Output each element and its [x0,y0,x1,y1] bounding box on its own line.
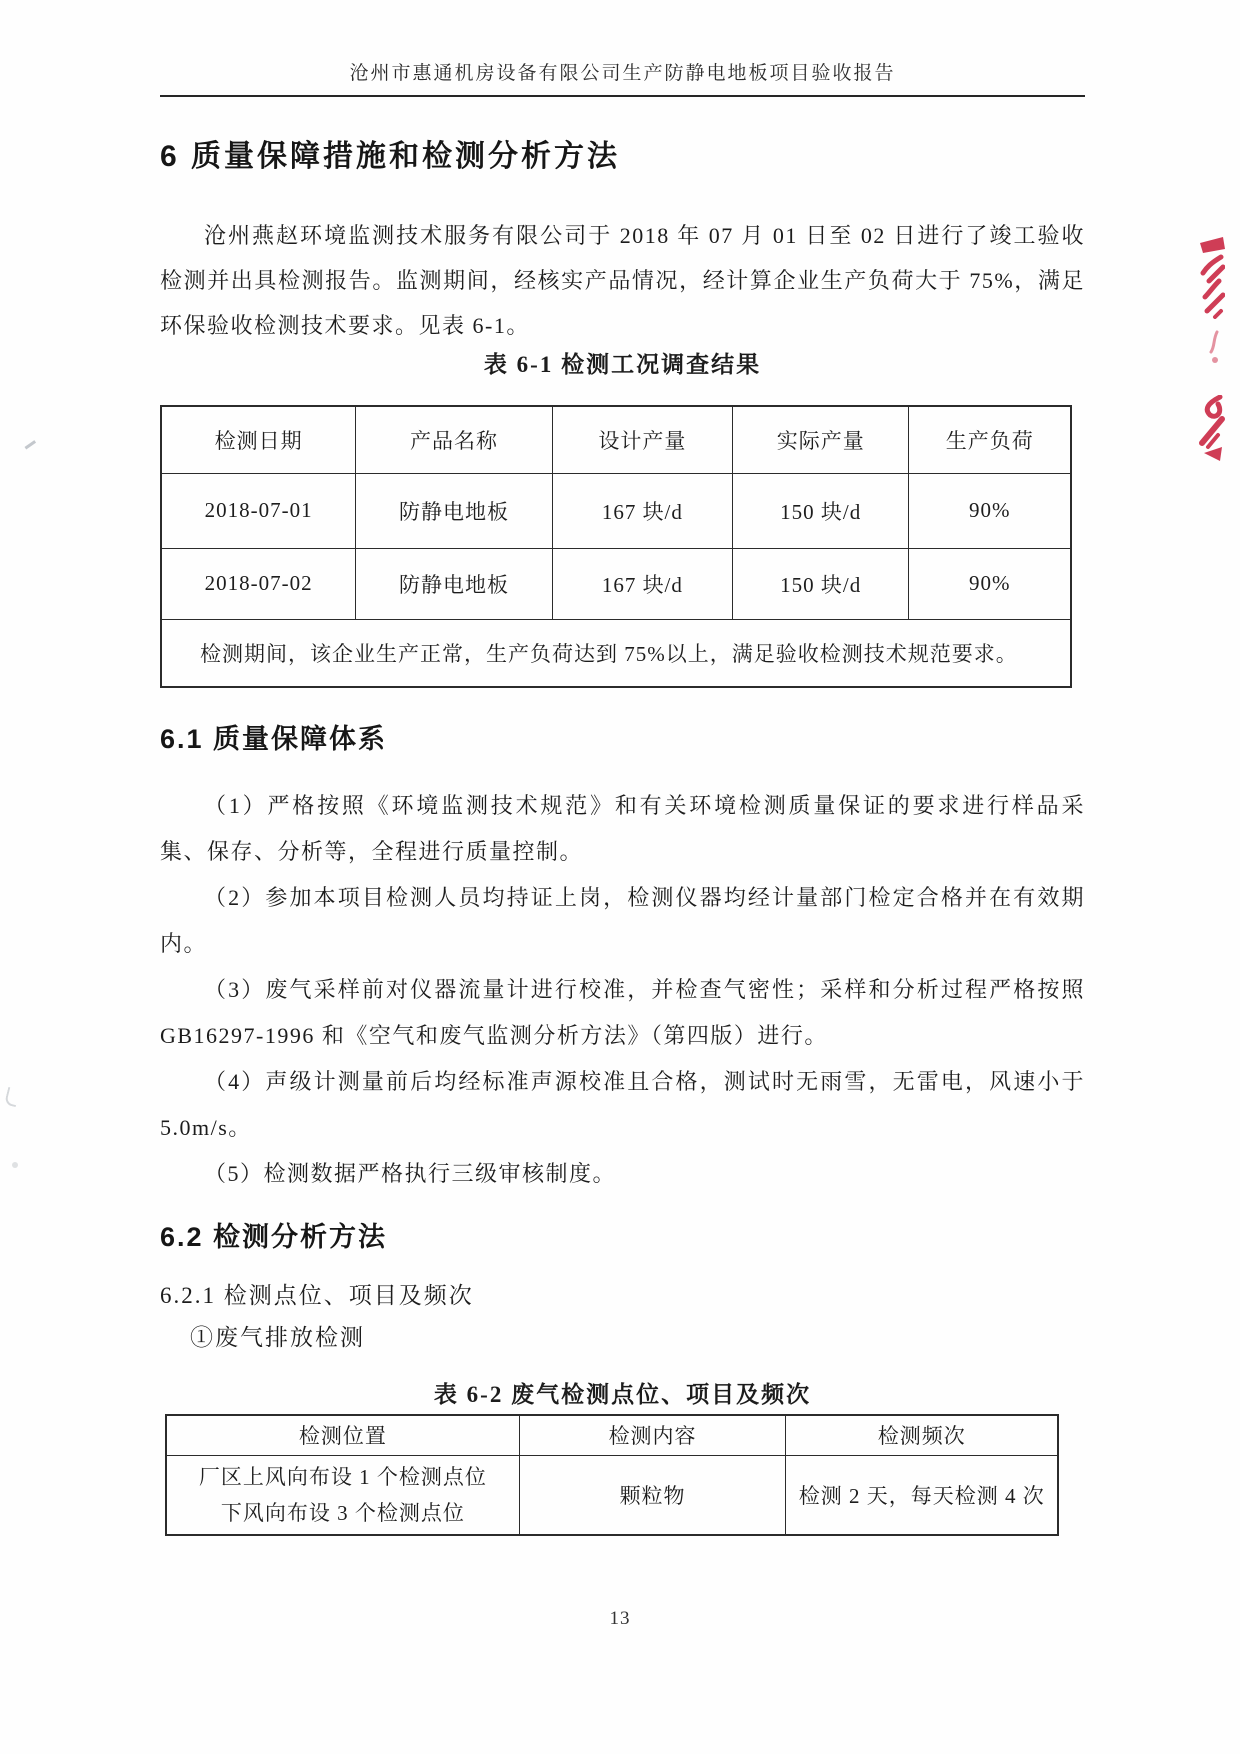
waste-gas-item: ①废气排放检测 [190,1325,365,1350]
table-cell: 167 块/d [552,473,732,548]
scan-artifact [20,434,36,450]
qa-paragraph-4: （4）声级计测量前后均经标准声源校准且合格，测试时无雨雪，无雷电，风速小于 5.0m/s。 [160,1069,1085,1140]
table-cell: 90% [909,548,1071,619]
column-header: 产品名称 [356,406,553,473]
scan-artifact [12,1162,18,1168]
qa-paragraph-5: （5）检测数据严格执行三级审核制度。 [204,1161,617,1186]
qa-paragraph-2: （2）参加本项目检测人员均持证上岗，检测仪器均经计量部门检定合格并在有效期内。 [160,885,1085,956]
table-cell: 2018-07-01 [161,473,356,548]
column-header: 检测日期 [161,406,356,473]
table-row [161,548,1071,619]
table-6-2 [165,1414,1059,1536]
page-number: 13 [609,1608,631,1629]
table-cell-frequency: 检测 2 天，每天检测 4 次 [786,1455,1058,1535]
page-content [160,0,1085,1536]
location-line-2: 下风向布设 3 个检测点位 [220,1500,465,1525]
table-cell-content: 颗粒物 [519,1455,786,1535]
table-cell-location [166,1455,519,1535]
table-6-2-header-row [166,1415,1058,1455]
table-cell: 防静电地板 [356,548,553,619]
scan-artifact [4,1087,20,1107]
location-line-1: 厂区上风向布设 1 个检测点位 [198,1464,487,1489]
table-cell: 2018-07-02 [161,548,356,619]
column-header: 检测频次 [786,1415,1058,1455]
column-header: 实际产量 [732,406,909,473]
qa-paragraph-1: （1）严格按照《环境监测技术规范》和有关环境检测质量保证的要求进行样品采集、保存、分析等，全程进行质量控制。 [160,793,1085,864]
column-header: 设计产量 [552,406,732,473]
column-header: 生产负荷 [909,406,1071,473]
table-6-2-caption: 表 6-2 废气检测点位、项目及频次 [433,1382,812,1407]
column-header: 检测内容 [519,1415,786,1455]
table-note-cell: 检测期间，该企业生产正常，生产负荷达到 75%以上，满足验收检测技术规范要求。 [161,619,1071,687]
column-header: 检测位置 [166,1415,519,1455]
running-header-title: 沧州市惠通机房设备有限公司生产防静电地板项目验收报告 [349,63,896,84]
table-6-1-header-row [161,406,1071,473]
table-cell: 167 块/d [552,548,732,619]
section-6-2-heading: 6.2 检测分析方法 [160,1222,388,1252]
section-6-heading: 6 质量保障措施和检测分析方法 [160,140,621,173]
table-cell: 150 块/d [732,548,909,619]
table-6-1 [160,405,1072,688]
table-cell: 150 块/d [732,473,909,548]
red-stamp-fragment-icon [1205,330,1223,366]
section-6-1-heading: 6.1 质量保障体系 [160,724,388,754]
section-6-intro-paragraph: 沧州燕赵环境监测技术服务有限公司于 2018 年 07 月 01 日至 02 日进行了竣工验收检测并出具检测报告。监测期间，经核实产品情况，经计算企业生产负荷大于 75%，满足环保验收检测技术要求。见表 6-1。 [160,223,1085,338]
table-6-1-caption: 表 6-1 检测工况调查结果 [483,352,762,377]
header-rule [160,95,1085,97]
table-cell: 防静电地板 [356,473,553,548]
red-stamp-fragment-icon [1196,395,1226,473]
red-stamp-fragment-icon [1197,237,1225,319]
section-6-1-body [160,783,1085,1197]
table-row [166,1455,1058,1535]
table-note-row [161,619,1071,687]
table-row [161,473,1071,548]
qa-paragraph-3: （3）废气采样前对仪器流量计进行校准，并检查气密性；采样和分析过程严格按照 GB16297-1996 和《空气和废气监测分析方法》（第四版）进行。 [160,977,1085,1048]
table-cell: 90% [909,473,1071,548]
section-6-2-1-subheading: 6.2.1 检测点位、项目及频次 [160,1283,474,1308]
